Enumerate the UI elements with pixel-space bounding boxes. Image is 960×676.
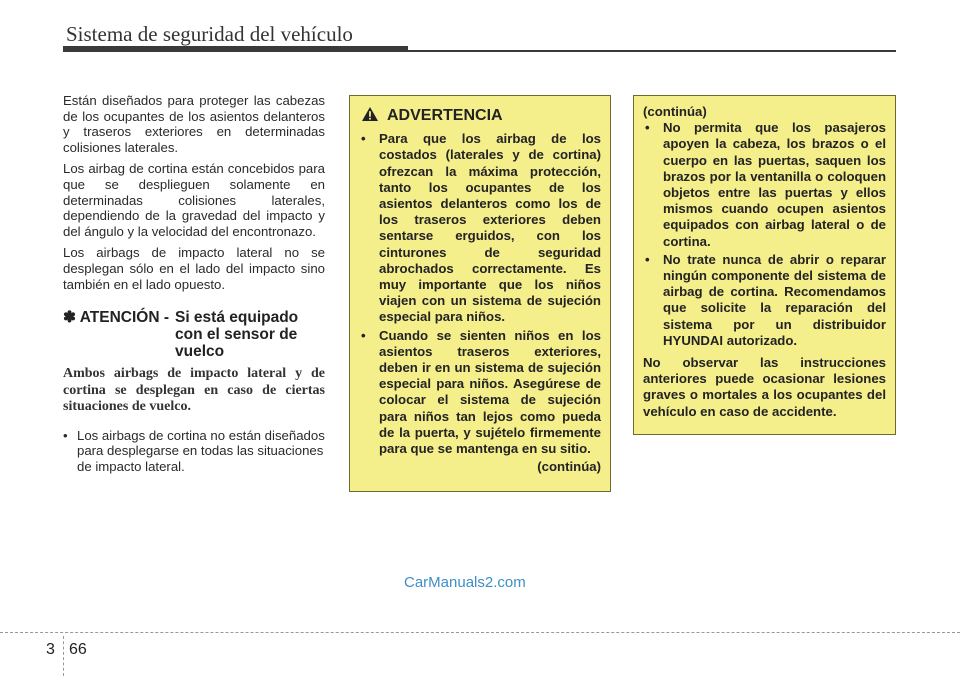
page-header-title: Sistema de seguridad del vehículo: [66, 22, 353, 46]
warning-box: [349, 95, 611, 492]
attention-heading: [63, 309, 325, 360]
list-item: • No permita que los pasajeros apoyen la cabeza, los brazos o el cuerpo en las puertas, saquen los brazos por la ventanilla o coloquen objetos entre las puertas y ellos mismos cuando ocupen asientos equipados con airbag lateral o de cortina.: [643, 120, 886, 250]
left-column: [63, 93, 325, 474]
warning-triangle-icon: [361, 106, 379, 126]
attention-label: ✽ ATENCIÓN -: [63, 309, 169, 327]
continued-heading: (continúa): [643, 104, 707, 119]
attention-subtitle: Si está equipado con el sensor de vuelco: [174, 309, 299, 361]
continued-warning-box: [633, 95, 896, 435]
footer-divider: [63, 636, 64, 676]
warning-title: ADVERTENCIA: [387, 107, 503, 124]
body-paragraph: Los airbag de cortina están concebidos para que se desplieguen solamente en determinadas colisiones laterales, dependiendo de la gravedad del impacto y del ángulo y la velocidad del encontronazo.: [63, 161, 325, 239]
body-paragraph: Los airbags de impacto lateral no se desplegan sólo en el lado del impacto sino también en el lado opuesto.: [63, 245, 325, 292]
list-item: • Cuando se sienten niños en los asientos traseros exteriores, deben ir en un sistema de sujeción especial para niños. Asegúrese de colocar el sistema de sujeción para niños tan lejos como pueda de la puerta, y sujételo firmemente para que se mantenga en su sitio.: [359, 328, 601, 458]
attention-bullet-list: [63, 428, 325, 475]
list-item: • Para que los airbag de los costados (laterales y de cortina) ofrezcan la máxima protección, tanto los ocupantes de los asientos delanteros como los de los traseros exteriores deben sentarse erguidos, con los cinturones de seguridad abrochados correctamente. Es muy importante que los niños viajen con un sistema de sujeción especial para niños.: [359, 131, 601, 325]
footer-rule: [0, 632, 960, 633]
body-paragraph: Están diseñados para proteger las cabezas de los ocupantes de los asientos delanteros y traseros exteriores en determinadas colisiones laterales.: [63, 93, 325, 155]
closing-paragraph: No observar las instrucciones anteriores puede ocasionar lesiones graves o mortales a los ocupantes del vehículo en caso de accidente.: [643, 355, 886, 419]
attention-note: Ambos airbags de impacto lateral y de cortina se desplegan en caso de ciertas situaciones de vuelco.: [63, 366, 325, 415]
warning-heading: [361, 106, 601, 126]
header-rule-thick: [63, 46, 408, 52]
warning-list: [359, 131, 601, 457]
header-rule-thin: [408, 50, 896, 52]
continued-label: (continúa): [537, 459, 601, 475]
continued-list: [643, 120, 886, 349]
page-number: 66: [69, 641, 87, 658]
watermark-link[interactable]: CarManuals2.com: [404, 574, 526, 591]
list-item: • Los airbags de cortina no están diseñados para desplegarse en todas las situaciones de impacto lateral.: [63, 428, 325, 475]
chapter-number: 3: [46, 641, 55, 658]
list-item: • No trate nunca de abrir o reparar ningún componente del sistema de airbag de cortina. Recomendamos que solicite la reparación del sistema por un distribuidor HYUNDAI autorizado.: [643, 252, 886, 349]
